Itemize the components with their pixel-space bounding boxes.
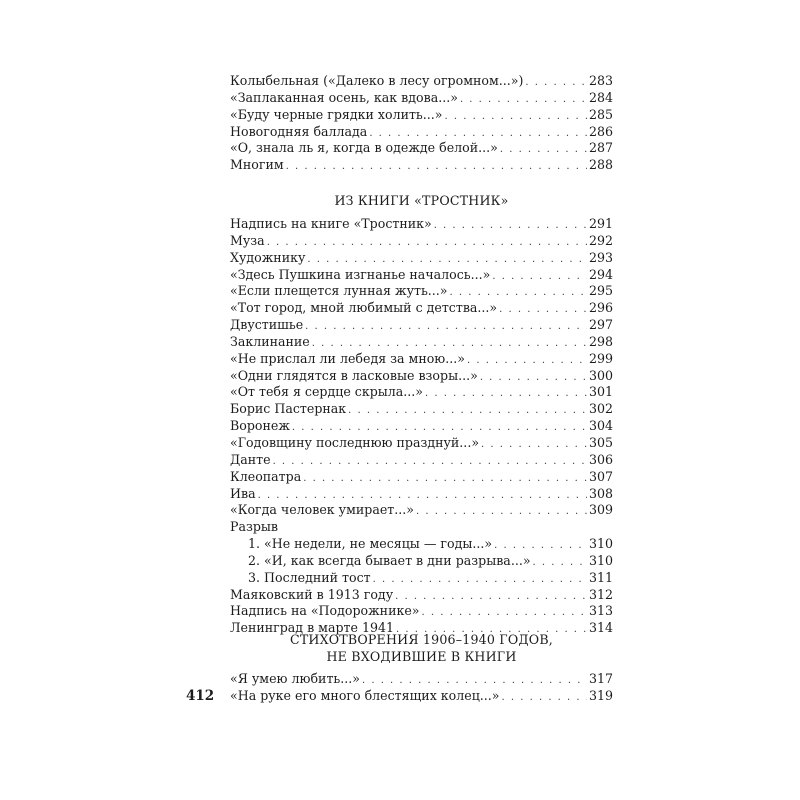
toc-entry bbox=[230, 267, 613, 284]
entry-page: 300 bbox=[588, 367, 613, 383]
toc-entry bbox=[230, 90, 613, 107]
entry-title: Клеопатра bbox=[230, 468, 302, 484]
entry-title: Новогодняя баллада bbox=[230, 123, 368, 139]
dot-leader bbox=[373, 572, 587, 589]
entry-page: 306 bbox=[588, 451, 613, 467]
entry-page: 284 bbox=[588, 89, 613, 105]
entry-page: 294 bbox=[588, 266, 613, 282]
toc-entry bbox=[230, 73, 613, 90]
toc-subentry bbox=[230, 536, 613, 553]
dot-leader bbox=[467, 353, 587, 370]
toc-entry bbox=[230, 486, 613, 503]
entry-page: 296 bbox=[588, 300, 613, 316]
entry-title: Заклинание bbox=[230, 333, 310, 349]
toc-entry bbox=[230, 418, 613, 435]
entry-title: Борис Пастернак bbox=[230, 401, 347, 417]
entry-title: Двустишье bbox=[230, 317, 304, 333]
toc-entry bbox=[230, 351, 613, 368]
entry-title: «От тебя я сердце скрыла...» bbox=[230, 384, 424, 400]
toc-subentry bbox=[230, 553, 613, 570]
entry-title: «Здесь Пушкина изгнанье началось...» bbox=[230, 266, 491, 282]
entry-title: Воронеж bbox=[230, 418, 290, 434]
entry-title: «Буду черные грядки холить...» bbox=[230, 106, 443, 122]
entry-page: 298 bbox=[588, 333, 613, 349]
entry-page: 302 bbox=[588, 401, 613, 417]
entry-page: 299 bbox=[588, 350, 613, 366]
dot-leader bbox=[273, 454, 587, 471]
page-number: 412 bbox=[186, 688, 215, 704]
section-heading-line: СТИХОТВОРЕНИЯ 1906–1940 ГОДОВ, bbox=[290, 632, 553, 647]
entry-page: 308 bbox=[588, 485, 613, 501]
entry-title: «Когда человек умирает...» bbox=[230, 502, 414, 518]
entry-title: «Одни глядятся в ласковые взоры...» bbox=[230, 367, 478, 383]
dot-leader bbox=[499, 302, 587, 319]
entry-title: Колыбельная («Далеко в лесу огромном...») bbox=[230, 73, 524, 88]
entry-page: 310 bbox=[588, 536, 613, 552]
entry-page: 291 bbox=[588, 216, 613, 231]
entry-page: 312 bbox=[588, 586, 613, 602]
dot-leader bbox=[416, 504, 587, 521]
entry-title: Ленинград в марте 1941 bbox=[230, 620, 395, 636]
toc-subentry bbox=[230, 570, 613, 587]
dot-leader bbox=[445, 109, 587, 126]
dot-leader bbox=[286, 159, 587, 176]
dot-leader bbox=[460, 92, 587, 109]
dot-leader bbox=[395, 589, 587, 606]
entry-title: «Тот город, мной любимый с детства...» bbox=[230, 300, 498, 316]
toc-entry bbox=[230, 107, 613, 124]
entry-page: 297 bbox=[588, 317, 613, 333]
group-title: Разрыв bbox=[230, 519, 279, 535]
toc-entry bbox=[230, 300, 613, 317]
dot-leader bbox=[305, 319, 587, 336]
toc-entry bbox=[230, 216, 613, 233]
entry-title: 3. Последний тост bbox=[248, 569, 371, 585]
entry-title: «На руке его много блестящих колец...» bbox=[230, 687, 500, 703]
dot-leader bbox=[422, 605, 587, 622]
toc-entry bbox=[230, 401, 613, 418]
toc-section-2 bbox=[230, 216, 613, 637]
section-heading: ИЗ КНИГИ «ТРОСТНИК» bbox=[334, 193, 509, 208]
dot-leader bbox=[480, 370, 587, 387]
section-heading bbox=[230, 631, 613, 665]
entry-title: Надпись на «Подорожнике» bbox=[230, 603, 420, 619]
toc-entry bbox=[230, 317, 613, 334]
entry-page: 313 bbox=[588, 603, 613, 619]
toc-entry bbox=[230, 502, 613, 519]
dot-leader bbox=[500, 142, 587, 159]
entry-page: 309 bbox=[588, 502, 613, 518]
entry-page: 305 bbox=[588, 434, 613, 450]
entry-page: 285 bbox=[588, 106, 613, 122]
toc-entry bbox=[230, 671, 613, 688]
dot-leader bbox=[533, 555, 587, 572]
entry-page: 283 bbox=[588, 73, 613, 88]
entry-page: 301 bbox=[588, 384, 613, 400]
dot-leader bbox=[425, 386, 587, 403]
toc-entry bbox=[230, 368, 613, 385]
entry-page: 317 bbox=[588, 671, 613, 686]
toc-entry bbox=[230, 283, 613, 300]
toc-entry bbox=[230, 603, 613, 620]
entry-page: 293 bbox=[588, 249, 613, 265]
dot-leader bbox=[525, 75, 587, 92]
toc-entry bbox=[230, 140, 613, 157]
entry-title: Данте bbox=[230, 451, 271, 467]
entry-page: 288 bbox=[588, 157, 613, 173]
entry-page: 287 bbox=[588, 140, 613, 156]
entry-page: 304 bbox=[588, 418, 613, 434]
entry-title: Художнику bbox=[230, 249, 306, 265]
dot-leader bbox=[267, 235, 587, 252]
dot-leader bbox=[303, 471, 587, 488]
entry-page: 295 bbox=[588, 283, 613, 299]
entry-page: 307 bbox=[588, 468, 613, 484]
dot-leader bbox=[502, 690, 587, 707]
toc-entry bbox=[230, 452, 613, 469]
entry-page: 310 bbox=[588, 552, 613, 568]
entry-title: «Заплаканная осень, как вдова...» bbox=[230, 89, 458, 105]
entry-page: 311 bbox=[588, 569, 613, 585]
entry-title: 1. «Не недели, не месяцы — годы...» bbox=[248, 536, 493, 552]
toc-entry bbox=[230, 587, 613, 604]
dot-leader bbox=[481, 437, 587, 454]
dot-leader bbox=[434, 218, 587, 235]
entry-title: Многим bbox=[230, 157, 284, 173]
entry-page: 314 bbox=[588, 620, 613, 636]
entry-title: Ива bbox=[230, 485, 256, 501]
entry-title: «Не прислал ли лебедя за мною...» bbox=[230, 350, 465, 366]
toc-entry bbox=[230, 334, 613, 351]
dot-leader bbox=[348, 403, 587, 420]
entry-title: «Я умею любить...» bbox=[230, 671, 360, 686]
entry-title: Муза bbox=[230, 232, 265, 248]
entry-title: «О, знала ль я, когда в одежде белой...» bbox=[230, 140, 498, 156]
toc-entry bbox=[230, 250, 613, 267]
entry-page: 319 bbox=[588, 687, 613, 703]
toc-section-1 bbox=[230, 73, 613, 174]
entry-title: «Годовщину последнюю празднуй...» bbox=[230, 434, 480, 450]
toc-entry bbox=[230, 124, 613, 141]
entry-page: 286 bbox=[588, 123, 613, 139]
toc-entry bbox=[230, 469, 613, 486]
toc-entry bbox=[230, 157, 613, 174]
entry-page: 292 bbox=[588, 232, 613, 248]
entry-title: Маяковский в 1913 году bbox=[230, 586, 394, 602]
entry-title: «Если плещется лунная жуть...» bbox=[230, 283, 448, 299]
section-heading-line: НЕ ВХОДИВШИЕ В КНИГИ bbox=[326, 649, 517, 664]
entry-title: 2. «И, как всегда бывает в дни разрыва...» bbox=[248, 552, 531, 568]
toc-entry bbox=[230, 233, 613, 250]
toc-entry bbox=[230, 435, 613, 452]
entry-title: Надпись на книге «Тростник» bbox=[230, 216, 432, 231]
toc-group-title bbox=[230, 519, 613, 536]
toc-entry bbox=[230, 688, 613, 705]
toc-entry bbox=[230, 384, 613, 401]
dot-leader bbox=[492, 269, 587, 286]
toc-section-3 bbox=[230, 671, 613, 705]
